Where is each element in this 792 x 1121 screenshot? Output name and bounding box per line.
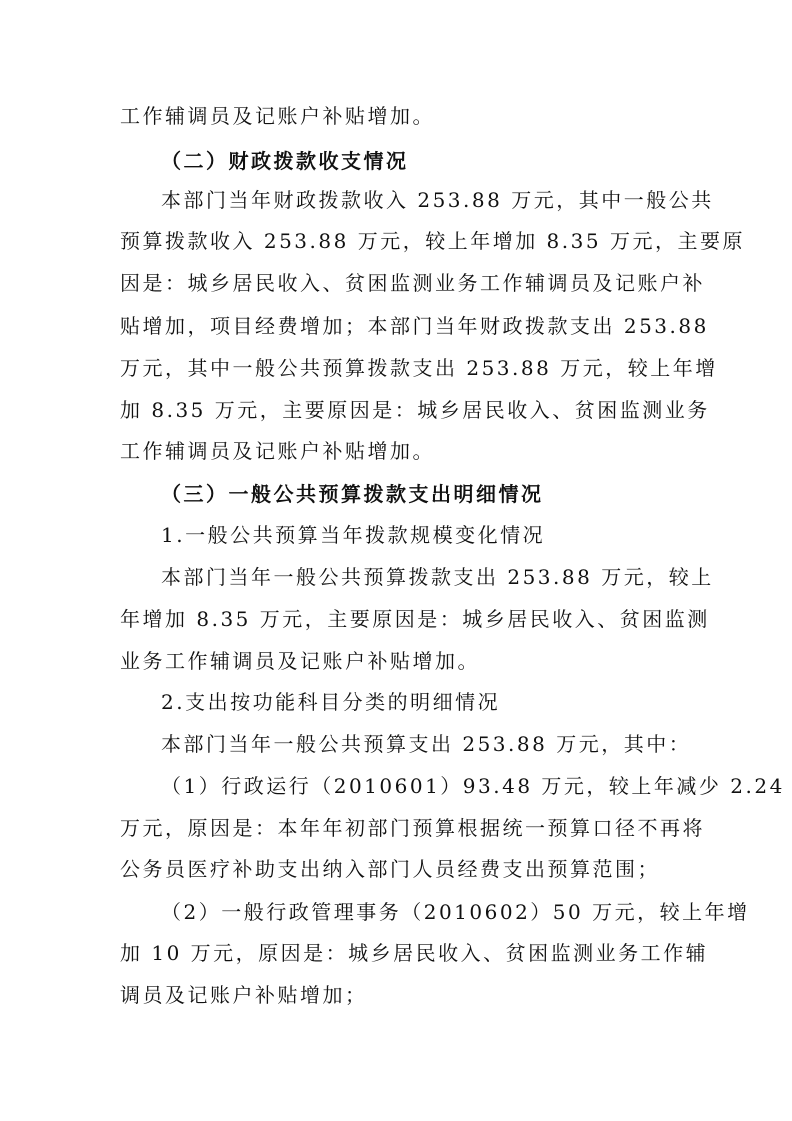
section-heading-3: （三）一般公共预算拨款支出明细情况 [161, 482, 544, 506]
paragraph-line-14: 业务工作辅调员及记账户补贴增加。 [120, 649, 480, 673]
paragraph-line-8: 加 8.35 万元，主要原因是：城乡居民收入、贫困监测业务 [120, 398, 710, 422]
list-item-1-line-1: （1）行政运行（2010601）93.48 万元，较上年减少 2.24 [161, 774, 785, 798]
list-item-2-line-2: 加 10 万元，原因是：城乡居民收入、贫困监测业务工作辅 [120, 941, 709, 965]
paragraph-line-5: 因是：城乡居民收入、贫困监测业务工作辅调员及记账户补 [120, 271, 705, 295]
paragraph-line-4: 预算拨款收入 253.88 万元，较上年增加 8.35 万元，主要原 [120, 229, 745, 253]
paragraph-line-6: 贴增加，项目经费增加；本部门当年财政拨款支出 253.88 [120, 314, 709, 338]
list-item-1-line-3: 公务员医疗补助支出纳入部门人员经费支出预算范围； [120, 857, 660, 881]
section-heading-2: （二）财政拨款收支情况 [161, 149, 409, 173]
paragraph-line-16: 本部门当年一般公共预算支出 253.88 万元，其中： [161, 732, 692, 756]
list-item-2-line-3: 调员及记账户补贴增加； [120, 983, 368, 1007]
subheading-1: 1.一般公共预算当年拨款规模变化情况 [161, 523, 546, 547]
paragraph-line-13: 年增加 8.35 万元，主要原因是：城乡居民收入、贫困监测 [120, 607, 710, 631]
paragraph-line-9: 工作辅调员及记账户补贴增加。 [120, 439, 435, 463]
list-item-1-line-2: 万元，原因是：本年年初部门预算根据统一预算口径不再将 [120, 816, 705, 840]
paragraph-line-7: 万元，其中一般公共预算拨款支出 253.88 万元，较上年增 [120, 356, 718, 380]
list-item-2-line-1: （2）一般行政管理事务（2010602）50 万元，较上年增 [161, 900, 750, 924]
paragraph-line-1: 工作辅调员及记账户补贴增加。 [120, 104, 435, 128]
subheading-2: 2.支出按功能科目分类的明细情况 [161, 690, 501, 714]
paragraph-line-12: 本部门当年一般公共预算拨款支出 253.88 万元，较上 [161, 565, 714, 589]
paragraph-line-3: 本部门当年财政拨款收入 253.88 万元，其中一般公共 [161, 188, 714, 212]
